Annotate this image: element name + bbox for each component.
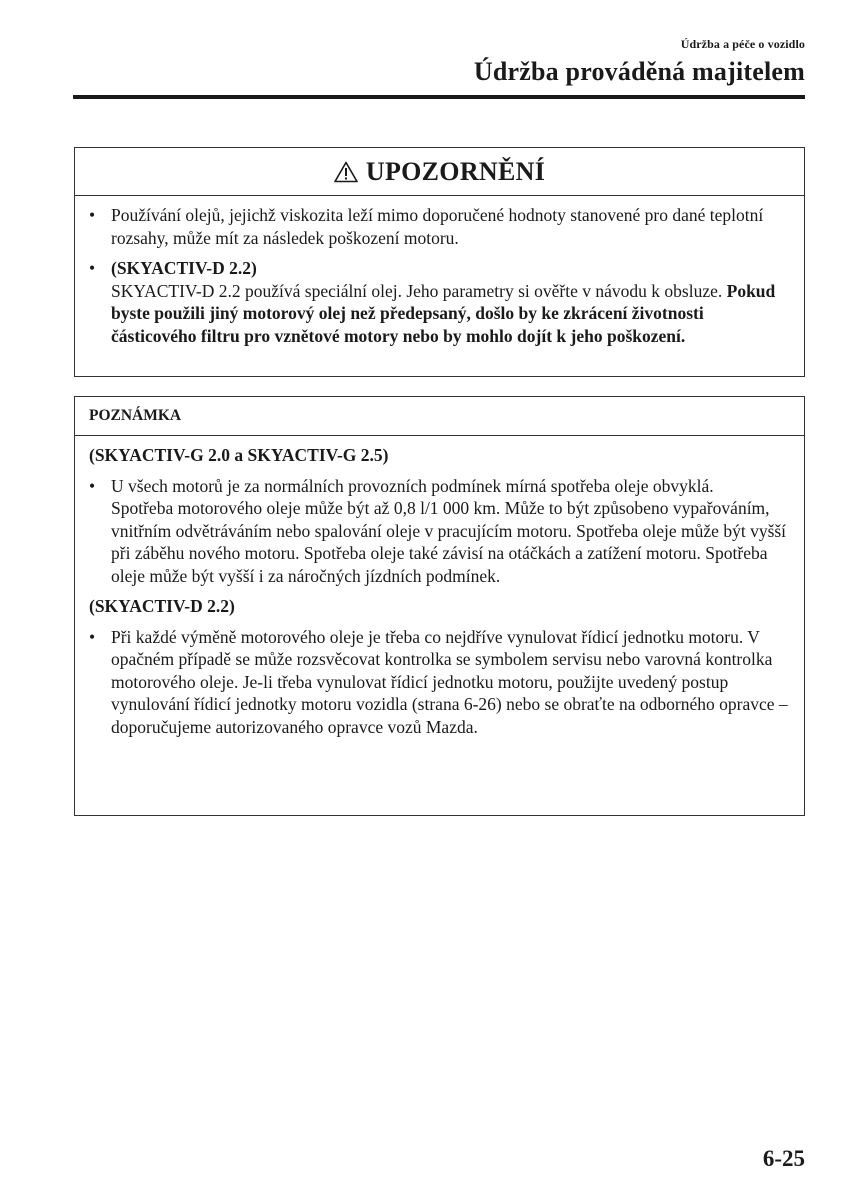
header-divider (73, 95, 805, 99)
page-title: Údržba prováděná majitelem (473, 57, 805, 86)
warning-body (75, 196, 804, 347)
page-number: 6-25 (762, 1146, 805, 1171)
warning-item-emphasis: Pokud byste použili jiný motorový olej než předepsaný, došlo by ke zkrácení životnosti částicového filtru pro vznětové motory nebo by mohlo dojít k jeho poškození. (111, 280, 776, 346)
warning-header (75, 148, 804, 196)
note-section-heading: (SKYACTIV-D 2.2) (89, 596, 235, 616)
list-item (89, 475, 790, 588)
list-item (89, 204, 790, 249)
warning-item-text: Používání olejů, jejichž viskozita leží mimo doporučené hodnoty stanovené pro dané teplotní rozsahy, může mít za následek poškození motoru. (111, 205, 764, 248)
section-header: Údržba a péče o vozidlo (680, 37, 805, 51)
bullet: • (89, 258, 96, 278)
note-item-text: U všech motorů je za normálních provozních podmínek mírná spotřeba oleje obvyklá. (111, 475, 714, 496)
warning-title: UPOZORNĚNÍ (365, 156, 546, 186)
bullet: • (89, 205, 96, 225)
note-box (74, 396, 805, 816)
bullet: • (89, 626, 96, 647)
note-item-text: Při každé výměně motorového oleje je třeba co nejdříve vynulovat řídicí jednotku motoru. V opačném případě se může rozsvěcovat kontrolka se symbolem servisu nebo varovná kontrolka motorového oleje. Je-li třeba vynulovat řídicí jednotku motoru, použijte uvedený postup vynulování řídicí jednotky motoru vozidla (strana 6-26) nebo se obraťte na odborného opravce – doporučujeme autorizovaného opravce vozů Mazda. (111, 626, 788, 737)
warning-box (74, 147, 805, 377)
note-header (75, 397, 804, 436)
warning-item-paragraph (111, 280, 790, 348)
note-body (75, 436, 804, 738)
bullet: • (89, 475, 96, 496)
list-item (89, 257, 790, 347)
warning-item-text: SKYACTIV-D 2.2 používá speciální olej. Jeho parametry si ověřte v návodu k obsluze. (111, 280, 727, 301)
list-item (89, 626, 790, 739)
note-item-text: Spotřeba motorového oleje může být až 0,8 l/1 000 km. Může to být způsobeno vypařováním, vnitřním odvětráváním nebo spalování oleje v pracujícím motoru. Spotřeba oleje může být vyšší při záběhu nového motoru. Spotřeba oleje také závisí na otáčkách a zatížení motoru. Spotřeba oleje může být vyšší i za náročných jízdních podmínek. (111, 498, 787, 586)
note-section-heading: (SKYACTIV-G 2.0 a SKYACTIV-G 2.5) (89, 445, 389, 465)
warning-item-heading: (SKYACTIV-D 2.2) (111, 258, 257, 278)
warning-triangle-icon (334, 161, 358, 183)
note-title: POZNÁMKA (89, 407, 182, 424)
